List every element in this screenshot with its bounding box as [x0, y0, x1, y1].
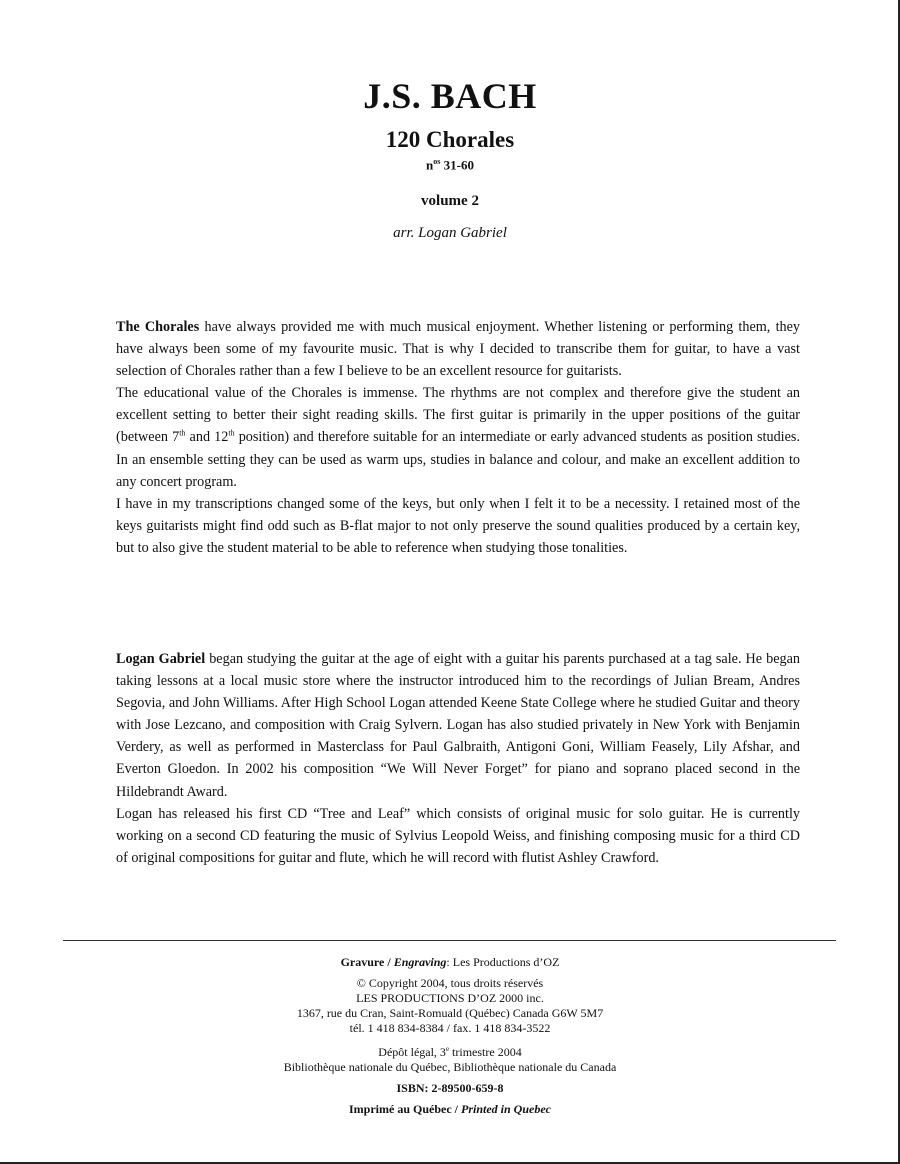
composer-name: J.S. BACH	[363, 76, 537, 116]
volume-label: volume 2	[421, 193, 479, 210]
intro-paragraph-3: I have in my transcriptions changed some of the keys, but only when I felt it to be a necessity. I retained most of the keys guitarists might find odd such as B-flat major to not only preserve the sound qualities produced by a certain key, but to also give the student material to be able to reference when studying those tonalities.	[116, 495, 800, 556]
intro-paragraph-1: The Chorales have always provided me with much musical enjoyment. Whether listening or performing them, they have always been some of my favourite music. That is why I decided to transcribe them for guitar, to have a vast selection of Chorales rather than a few I believe to be an excellent resource for guitarists.	[116, 319, 800, 380]
publication-credits	[0, 955, 900, 1117]
intro-paragraph-2: The educational value of the Chorales is immense. The rhythms are not complex and therefore give the student an excellent setting to better their sight reading skills. The first guitar is primarily in the upper positions of the guitar (between 7th and 12th position) and therefore suitable for an intermediate or early advanced students as position studies. In an ensemble setting they can be used as warm ups, studies in balance and colour, and make an excellent addition to any concert program.	[116, 385, 800, 490]
copyright-line: © Copyright 2004, tous droits réservés	[356, 976, 544, 990]
intro-section	[116, 316, 800, 559]
library-line: Bibliothèque nationale du Québec, Bibliothèque nationale du Canada	[283, 1060, 617, 1074]
work-numbers: $n^{os}$ 31-60	[426, 157, 474, 173]
bio-paragraph-2: Logan has released his first CD “Tree and Leaf” which consists of original music for solo guitar. He is currently working on a second CD featuring the music of Sylvius Leopold Weiss, and finishing composing music for a third CD of original compositions for guitar and flute, which he will record with flutist Ashley Crawford.	[116, 805, 800, 866]
publisher-phone: tél. 1 418 834-8384 / fax. 1 418 834-3522	[349, 1021, 551, 1035]
printed-in: Imprimé au Québec / Printed in Quebec	[349, 1102, 551, 1116]
publisher-address: 1367, rue du Cran, Saint-Romuald (Québec) Canada G6W 5M7	[296, 1006, 604, 1020]
engraving-credit: Gravure / Engraving: Les Productions d’OZ	[340, 955, 560, 969]
work-title: 120 Chorales	[385, 127, 515, 152]
isbn: ISBN: 2-89500-659-8	[396, 1081, 504, 1095]
legal-deposit: Dépôt légal, 3e trimestre 2004	[378, 1045, 522, 1059]
divider-line	[63, 940, 836, 941]
biography-section	[116, 648, 800, 869]
bio-paragraph-1: Logan Gabriel began studying the guitar at the age of eight with a guitar his parents purchased at a tag sale. He began taking lessons at a local music store where the instructor introduced him to the recordings of Julian Bream, Andres Segovia, and John Williams. After High School Logan attended Keene State College where he studied Guitar and theory with Jose Lezcano, and composition with Craig Sylvern. Logan has also studied privately in New York with Benjamin Verdery, as well as performed in Masterclass for Paul Galbraith, Antigoni Goni, William Feasely, Lily Afshar, and Everton Gloedon. In 2002 his composition “We Will Never Forget” for piano and soprano placed second in the Hildebrandt Award.	[116, 651, 800, 800]
title-block	[0, 76, 900, 243]
publisher-name: LES PRODUCTIONS D’OZ 2000 inc.	[356, 991, 544, 1005]
arranger-credit: arr. Logan Gabriel	[393, 225, 507, 242]
